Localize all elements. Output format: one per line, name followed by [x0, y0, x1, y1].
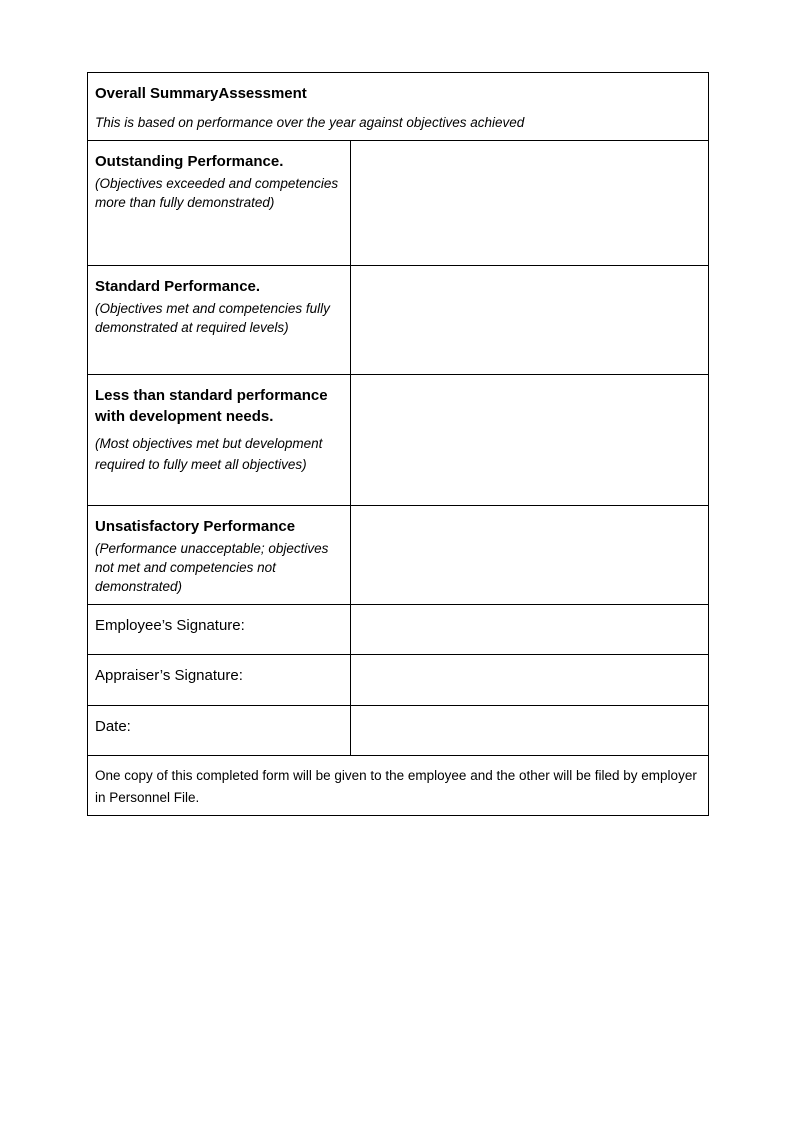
rating-title: Less than standard performance with development needs. — [95, 387, 328, 425]
rating-row-outstanding — [88, 141, 709, 266]
rating-description: (Objectives met and competencies fully demonstrated at required levels) — [95, 301, 330, 335]
rating-description: (Most objectives met but development required to fully meet all objectives) — [95, 436, 323, 472]
form-subtitle: This is based on performance over the year against objectives achieved — [95, 115, 525, 130]
employee-signature-field[interactable] — [351, 605, 709, 655]
date-field[interactable] — [351, 706, 709, 756]
rating-row-standard — [88, 266, 709, 375]
rating-label-cell — [88, 266, 351, 375]
rating-description: (Objectives exceeded and competencies more than fully demonstrated) — [95, 176, 339, 210]
rating-entry-less-than-standard[interactable] — [351, 375, 709, 506]
form-footer-note: One copy of this completed form will be given to the employee and the other will be filed by employer in Personnel File. — [95, 768, 697, 805]
form-header-cell — [88, 73, 709, 141]
rating-title: Outstanding Performance. — [95, 153, 284, 170]
summary-assessment-form — [87, 72, 709, 816]
appraiser-signature-field[interactable] — [351, 655, 709, 706]
employee-signature-label: Employee’s Signature: — [95, 617, 245, 634]
rating-label-cell — [88, 141, 351, 266]
rating-title: Standard Performance. — [95, 278, 261, 295]
form-header-row — [88, 73, 709, 141]
rating-row-unsatisfactory — [88, 506, 709, 605]
signature-label-cell — [88, 706, 351, 756]
rating-description: (Performance unacceptable; objectives not met and competencies not demonstrated) — [95, 541, 329, 594]
rating-title: Unsatisfactory Performance — [95, 518, 296, 535]
signature-row-date — [88, 706, 709, 756]
signature-row-employee — [88, 605, 709, 655]
signature-row-appraiser — [88, 655, 709, 706]
rating-entry-standard[interactable] — [351, 266, 709, 375]
rating-entry-outstanding[interactable] — [351, 141, 709, 266]
rating-label-cell — [88, 506, 351, 605]
form-footer-row — [88, 756, 709, 816]
appraiser-signature-label: Appraiser’s Signature: — [95, 667, 243, 684]
rating-entry-unsatisfactory[interactable] — [351, 506, 709, 605]
rating-label-cell — [88, 375, 351, 506]
date-label: Date: — [95, 718, 131, 735]
rating-row-less-than-standard — [88, 375, 709, 506]
form-title: Overall SummaryAssessment — [95, 85, 307, 102]
signature-label-cell — [88, 655, 351, 706]
form-footer-cell — [88, 756, 709, 816]
signature-label-cell — [88, 605, 351, 655]
